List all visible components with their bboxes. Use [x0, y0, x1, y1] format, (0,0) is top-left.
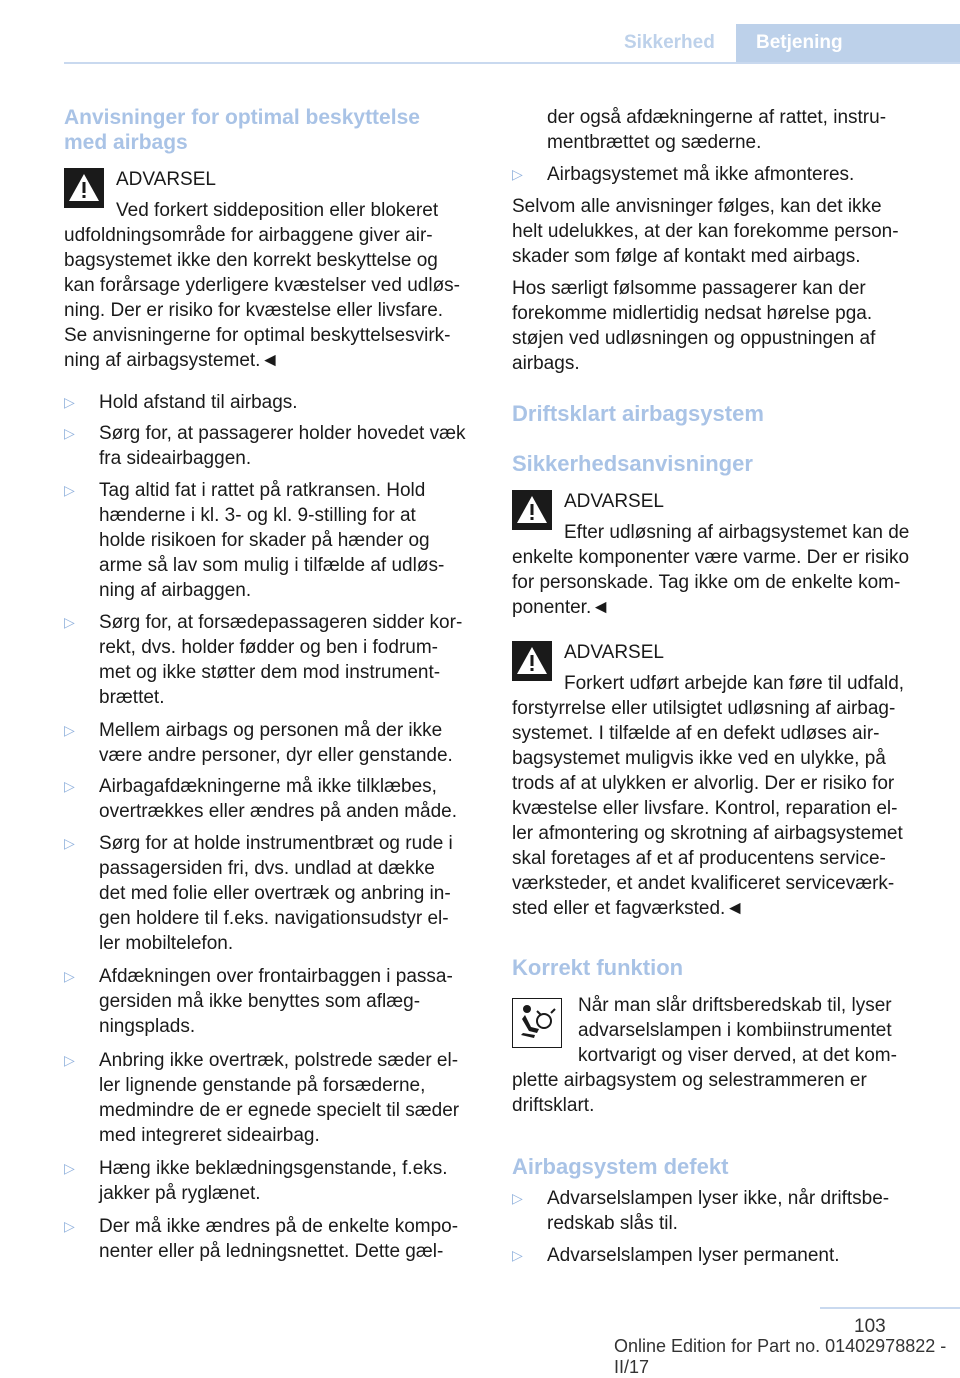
triangle-bullet-icon: ▷ [64, 968, 75, 984]
function-text: plette airbagsystem og selestrammeren er driftsklart. [512, 1070, 867, 1116]
subheading-airbag-defect: Airbagsystem defekt [512, 1154, 729, 1179]
triangle-bullet-icon: ▷ [64, 482, 75, 498]
triangle-bullet-icon: ▷ [64, 722, 75, 738]
section-heading-airbag-ready: Driftsklart airbagsystem [512, 401, 764, 426]
triangle-bullet-icon: ▷ [512, 166, 523, 182]
warning-text-first-line: Forkert udført arbejde kan føre til udfald, [564, 673, 905, 694]
triangle-bullet-icon: ▷ [64, 614, 75, 630]
paragraph-injury-risk: Selvom alle anvisninger følges, kan det ikke helt udelukkes, at der kan forekomme person- skader som følge af kontakt med airbags. [512, 196, 899, 267]
triangle-bullet-icon: ▷ [64, 394, 75, 410]
warning-text: udfoldningsområde for airbaggene giver air- bagsystemet ikke den korrekt beskyttelse og kan forårsage yderligere kvæstelser ved udløs- ning. Der er risiko for kvæstelse eller livsfare. Se anvisningerne for optimal beskyttelsesvirk- ning af airbagsystemet.◄ [64, 225, 461, 371]
triangle-bullet-icon: ▷ [64, 1218, 75, 1234]
warning-text-first-line: Efter udløsning af airbagsystemet kan de [564, 522, 910, 543]
warning-text: enkelte komponenter være varme. Der er risiko for personskade. Tag ikke om de enkelte kom- ponenter.◄ [512, 547, 910, 618]
airbag-warning-lamp-icon [512, 998, 562, 1048]
paragraph-hearing: Hos særligt følsomme passagerer kan der forekomme midlertidig nedsat hørelse pga. støjen ved udløsningen og oppustningen af airbags. [512, 278, 876, 374]
page-number: 103 [854, 1316, 886, 1337]
subheading-safety-instructions: Sikkerhedsanvisninger [512, 451, 753, 476]
triangle-bullet-icon: ▷ [64, 835, 75, 851]
subheading-correct-function: Korrekt funktion [512, 955, 684, 980]
triangle-bullet-icon: ▷ [64, 778, 75, 794]
warning-text-first-line: Ved forkert siddeposition eller blokeret [116, 200, 439, 221]
triangle-bullet-icon: ▷ [512, 1190, 523, 1206]
footer-divider [820, 1307, 960, 1309]
function-text-indented: Når man slår driftsberedskab til, lyser advarselslampen i kombiinstrumentet kortvarigt og viser derved, at det kom- [578, 995, 897, 1066]
warning-triangle-icon [512, 641, 552, 681]
section-heading-airbag-protection: Anvisninger for optimal beskyttelse med airbags [64, 106, 420, 154]
triangle-bullet-icon: ▷ [512, 1247, 523, 1263]
triangle-bullet-icon: ▷ [64, 425, 75, 441]
warning-triangle-icon [512, 490, 552, 530]
triangle-bullet-icon: ▷ [64, 1052, 75, 1068]
warning-text: forstyrrelse eller utilsigtet udløsning af airbag- systemet. I tilfælde af en defekt udløses air- bagsystemet muligvis ikke ved en ulykke, på trods af at ulykken er alvorlig. Der er risiko for kvæstelse eller livsfare. Kontrol, reparation el- ler afmontering og skrotning af airbagsystemet skal foretages af et af producentens service- værksteder, et andet kvalificeret serviceværk- sted eller et fagværksted.◄ [512, 698, 903, 919]
tab-betjening[interactable]: Betjening [736, 24, 960, 62]
warning-title: ADVARSEL [564, 642, 664, 663]
footer-edition: Online Edition for Part no. 01402978822 - II/17 [614, 1336, 947, 1377]
warning-triangle-icon [64, 168, 104, 208]
header-divider [64, 62, 960, 64]
triangle-bullet-icon: ▷ [64, 1160, 75, 1176]
warning-title: ADVARSEL [116, 169, 216, 190]
continued-bullet-text: der også afdækningerne af rattet, instru- mentbrættet og sæderne. [547, 107, 887, 153]
tab-sikkerhed[interactable]: Sikkerhed [624, 32, 715, 53]
warning-title: ADVARSEL [564, 491, 664, 512]
